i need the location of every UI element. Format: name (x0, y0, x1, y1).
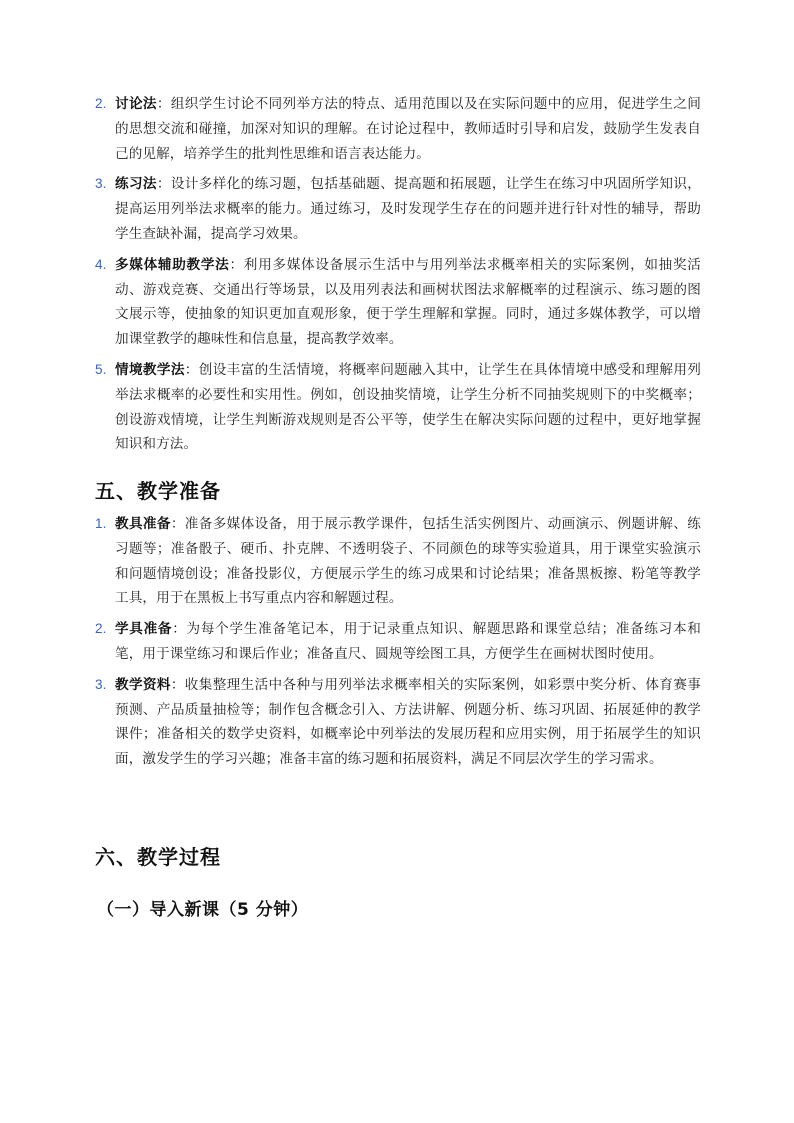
list-item-situational-method (95, 358, 701, 457)
teaching-methods-list (95, 92, 701, 463)
list-item-term: 学具准备 (115, 621, 173, 638)
list-item-text: ：收集整理生活中各种与用列举法求概率相关的实际案例，如彩票中奖分析、体育赛事预测、产品质量抽检等；制作包含概念引入、方法讲解、例题分析、练习巩固、拓展延伸的教学课件；准备相关的数学史资料，如概率论中列举法的发展历程和应用实例，用于拓展学生的知识面，激发学生的学习兴趣；准备丰富的练习题和拓展资料，满足不同层次学生的学习需求。 (115, 676, 702, 768)
teaching-preparation-list (95, 512, 701, 778)
list-item-term: 练习法 (115, 176, 157, 193)
section-heading-teaching-preparation: 五、教学准备 (95, 479, 221, 503)
list-item-term: 教具准备 (115, 516, 171, 532)
list-number: 3. (95, 676, 107, 692)
list-item-term: 多媒体辅助教学法 (115, 256, 230, 273)
list-item-text: ：设计多样化的练习题，包括基础题、提高题和拓展题，让学生在练习中巩固所学知识，提高运用列举法求概率的能力。通过练习，及时发现学生存在的问题并进行针对性的辅导，帮助学生查缺补漏，提高学习效果。 (115, 176, 701, 242)
list-item-text: ：利用多媒体设备展示生活中与用列举法求概率相关的实际案例，如抽奖活动、游戏竞赛、交通出行等场景，以及用列表法和画树状图法求解概率的过程演示、练习题的图文展示等，使抽象的知识更加直观形象，便于学生理解和掌握。同时，通过多媒体教学，可以增加课堂教学的趣味性和信息量，提高教学效率。 (115, 256, 701, 348)
list-number: 1. (95, 516, 107, 531)
list-item-text: ：组织学生讨论不同列举方法的特点、适用范围以及在实际问题中的应用，促进学生之间的思想交流和碰撞，加深对知识的理解。在讨论过程中，教师适时引导和启发，鼓励学生发表自己的见解，培养学生的批判性思维和语言表达能力。 (115, 96, 701, 162)
section-heading-teaching-process: 六、教学过程 (95, 845, 221, 869)
list-item-term: 情境教学法 (115, 361, 185, 378)
list-number: 2. (95, 621, 107, 637)
list-item-multimedia-method (95, 253, 701, 352)
list-item-teaching-aids (95, 512, 701, 611)
list-number: 2. (95, 96, 107, 111)
list-item-term: 讨论法 (115, 96, 157, 112)
list-item-term: 教学资料 (115, 676, 171, 693)
list-number: 4. (95, 256, 107, 272)
list-item-text: ：准备多媒体设备，用于展示教学课件，包括生活实例图片、动画演示、例题讲解、练习题等；准备骰子、硬币、扑克牌、不透明袋子、不同颜色的球等实验道具，用于课堂实验演示和问题情境创设；准备投影仪，方便展示学生的练习成果和讨论结果；准备黑板擦、粉笔等教学工具，用于在黑板上书写重点内容和解题过程。 (115, 516, 702, 607)
list-item-teaching-materials (95, 673, 701, 772)
list-item-practice-method (95, 172, 701, 246)
subsection-heading-introduction: （一）导入新课（5 分钟） (97, 900, 309, 920)
list-item-discussion-method (95, 92, 701, 166)
list-number: 5. (95, 361, 107, 377)
list-item-text: ：为每个学生准备笔记本，用于记录重点知识、解题思路和课堂总结；准备练习本和笔，用于课堂练习和课后作业；准备直尺、圆规等绘图工具，方便学生在画树状图时使用。 (115, 621, 701, 662)
list-item-student-tools (95, 617, 701, 667)
list-number: 3. (95, 176, 107, 192)
list-item-text: ：创设丰富的生活情境，将概率问题融入其中，让学生在具体情境中感受和理解用列举法求概率的必要性和实用性。例如，创设抽奖情境，让学生分析不同抽奖规则下的中奖概率；创设游戏情境，让学生判断游戏规则是否公平等，使学生在解决实际问题的过程中，更好地掌握知识和方法。 (115, 361, 701, 453)
